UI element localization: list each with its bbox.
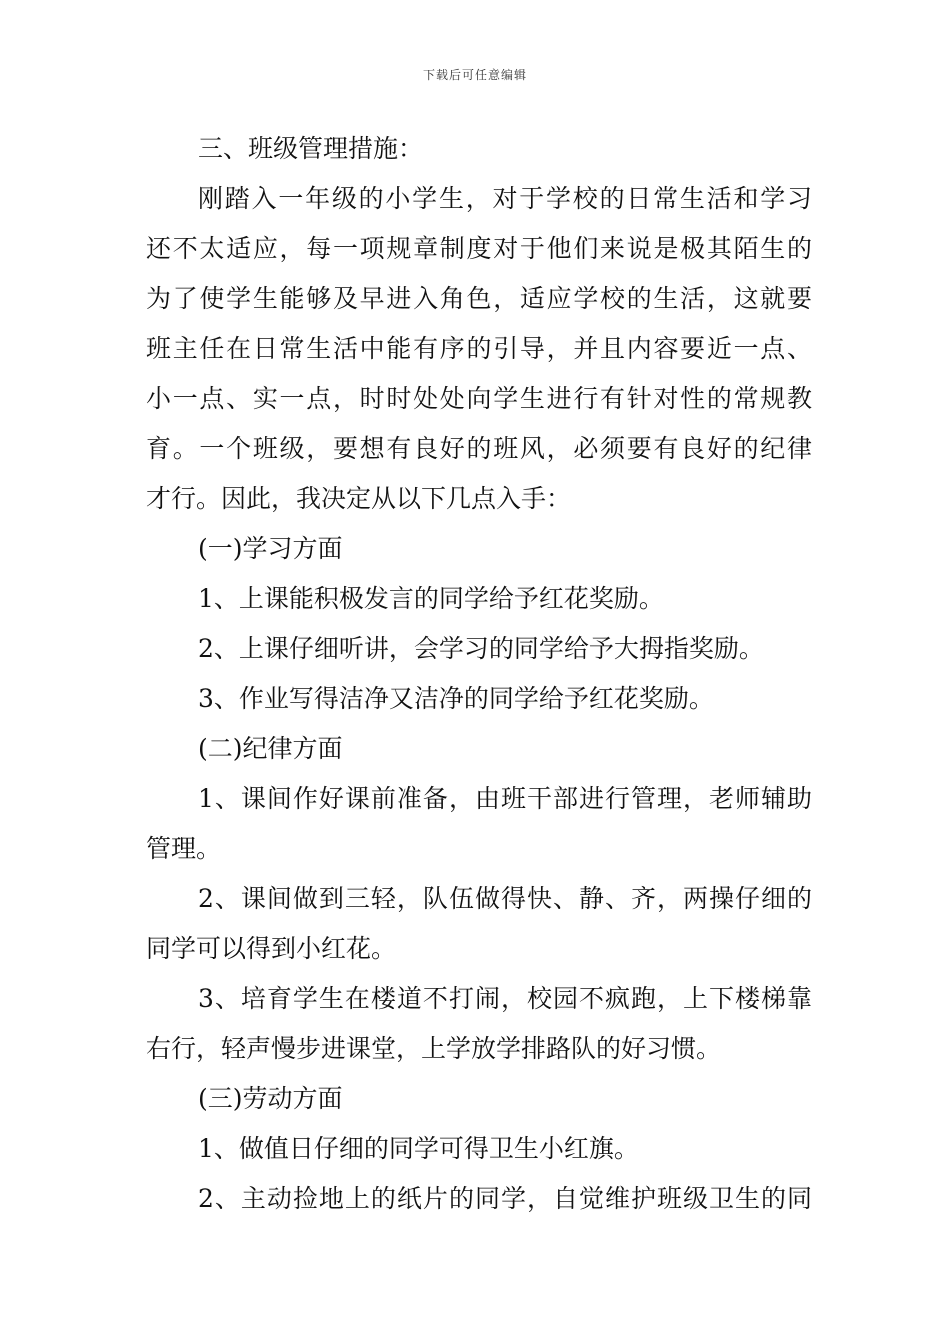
- paragraph-line: 育。一个班级，要想有良好的班风，必须要有良好的纪律: [146, 434, 812, 463]
- page-header-note: 下载后可任意编辑: [422, 68, 527, 82]
- list-item: 3、培育学生在楼道不打闹，校园不疯跑，上下楼梯靠: [198, 984, 812, 1013]
- subsection-heading: (二)纪律方面: [198, 734, 343, 763]
- paragraph-line: 为了使学生能够及早进入角色，适应学校的生活，这就要: [146, 284, 812, 313]
- paragraph-line: 小一点、实一点，时时处处向学生进行有针对性的常规教: [146, 384, 812, 413]
- list-item: 3、作业写得洁净又洁净的同学给予红花奖励。: [198, 684, 714, 713]
- list-item: 2、课间做到三轻，队伍做得快、静、齐，两操仔细的: [198, 884, 812, 913]
- paragraph-line: 班主任在日常生活中能有序的引导，并且内容要近一点、: [146, 334, 812, 363]
- list-item: 1、上课能积极发言的同学给予红花奖励。: [198, 584, 664, 613]
- list-item-continuation: 管理。: [146, 834, 222, 863]
- subsection-heading: (三)劳动方面: [198, 1084, 343, 1113]
- list-item: 2、主动捡地上的纸片的同学，自觉维护班级卫生的同: [198, 1184, 812, 1213]
- section-heading: 三、班级管理措施：: [198, 134, 424, 163]
- list-item: 2、上课仔细听讲，会学习的同学给予大拇指奖励。: [198, 634, 764, 663]
- document-body: [146, 124, 812, 1224]
- list-item: 1、课间作好课前准备，由班干部进行管理，老师辅助: [198, 784, 812, 813]
- paragraph-line: 还不太适应，每一项规章制度对于他们来说是极其陌生的: [146, 234, 812, 263]
- paragraph-line: 刚踏入一年级的小学生，对于学校的日常生活和学习: [198, 184, 812, 213]
- paragraph-line: 才行。因此，我决定从以下几点入手：: [146, 484, 572, 513]
- list-item-continuation: 右行，轻声慢步进课堂，上学放学排路队的好习惯。: [146, 1034, 722, 1063]
- list-item-continuation: 同学可以得到小红花。: [146, 934, 397, 963]
- list-item: 1、做值日仔细的同学可得卫生小红旗。: [198, 1134, 639, 1163]
- subsection-heading: (一)学习方面: [198, 534, 343, 563]
